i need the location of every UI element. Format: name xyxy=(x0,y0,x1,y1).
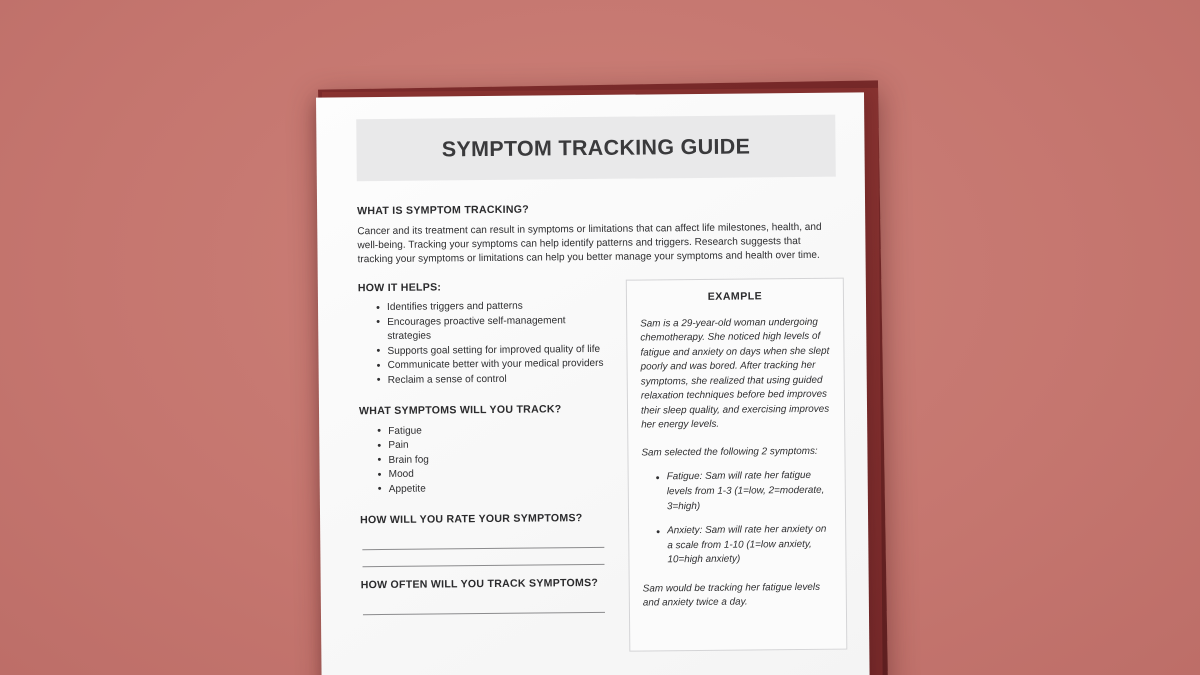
write-in-line-rate-1[interactable] xyxy=(362,547,604,550)
left-column xyxy=(358,279,607,614)
list-item: • Appetite xyxy=(378,481,606,498)
list-item: • Mood xyxy=(378,466,606,483)
list-item: • Anxiety: Sam will rate her anxiety on a scale from 1-10 (1=low anxiety, 10=high anxiety) xyxy=(656,523,832,568)
list-item: • Fatigue xyxy=(377,423,605,440)
list-item: • Identifies triggers and patterns xyxy=(376,299,604,316)
list-item: • Brain fog xyxy=(377,452,605,469)
right-column xyxy=(626,277,848,651)
list-symptoms-to-track xyxy=(359,423,606,498)
section-heading-what-is-symptom-tracking: WHAT IS SYMPTOM TRACKING? xyxy=(357,203,529,218)
document-page xyxy=(316,92,870,675)
document-body xyxy=(351,177,844,654)
example-box-title: EXAMPLE xyxy=(707,289,763,303)
list-item: • Reclaim a sense of control xyxy=(377,372,605,389)
section-paragraph-what-is-symptom-tracking: Cancer and its treatment can result in symptoms or limitations that can affect life milestones, health, and well-being. Tracking your symptoms can help identify patterns and triggers. Research suggests that tracking your symptoms or limitations can help you better manage your symptoms and health over time. xyxy=(357,221,822,266)
example-paragraph-2: Sam selected the following 2 symptoms: xyxy=(641,445,818,459)
page-title: SYMPTOM TRACKING GUIDE xyxy=(441,133,751,161)
section-heading-how-will-you-rate-your-symptoms: HOW WILL YOU RATE YOUR SYMPTOMS? xyxy=(360,512,583,527)
section-heading-what-symptoms-will-you-track: WHAT SYMPTOMS WILL YOU TRACK? xyxy=(358,403,562,418)
document-title-banner xyxy=(356,115,836,182)
list-example-symptoms xyxy=(642,469,833,568)
list-item: • Communicate better with your medical providers xyxy=(377,357,605,374)
section-heading-how-often-will-you-track-symptoms: HOW OFTEN WILL YOU TRACK SYMPTOMS? xyxy=(360,576,599,592)
section-heading-how-it-helps: HOW IT HELPS: xyxy=(357,280,442,294)
write-in-line-frequency-1[interactable] xyxy=(363,611,605,614)
list-how-it-helps xyxy=(358,299,605,389)
list-item: • Encourages proactive self-management strategies xyxy=(376,313,604,344)
two-column-region xyxy=(358,277,840,654)
list-item: • Fatigue: Sam will rate her fatigue levels from 1-3 (1=low, 2=moderate, 3=high) xyxy=(656,469,832,514)
example-paragraph-1: Sam is a 29-year-old woman undergoing chemotherapy. She noticed high levels of fatigue and anxiety on days when she slept poorly and was bored. After tracking her symptoms, she realized that using guided relaxation techniques before bed improves their sleep quality, and exercising improves her energy levels. xyxy=(640,316,830,431)
list-item: • Supports goal setting for improved quality of life xyxy=(376,343,604,360)
example-paragraph-3: Sam would be tracking her fatigue levels and anxiety twice a day. xyxy=(642,581,821,609)
list-item: • Pain xyxy=(377,437,605,454)
example-callout-box xyxy=(626,277,848,651)
